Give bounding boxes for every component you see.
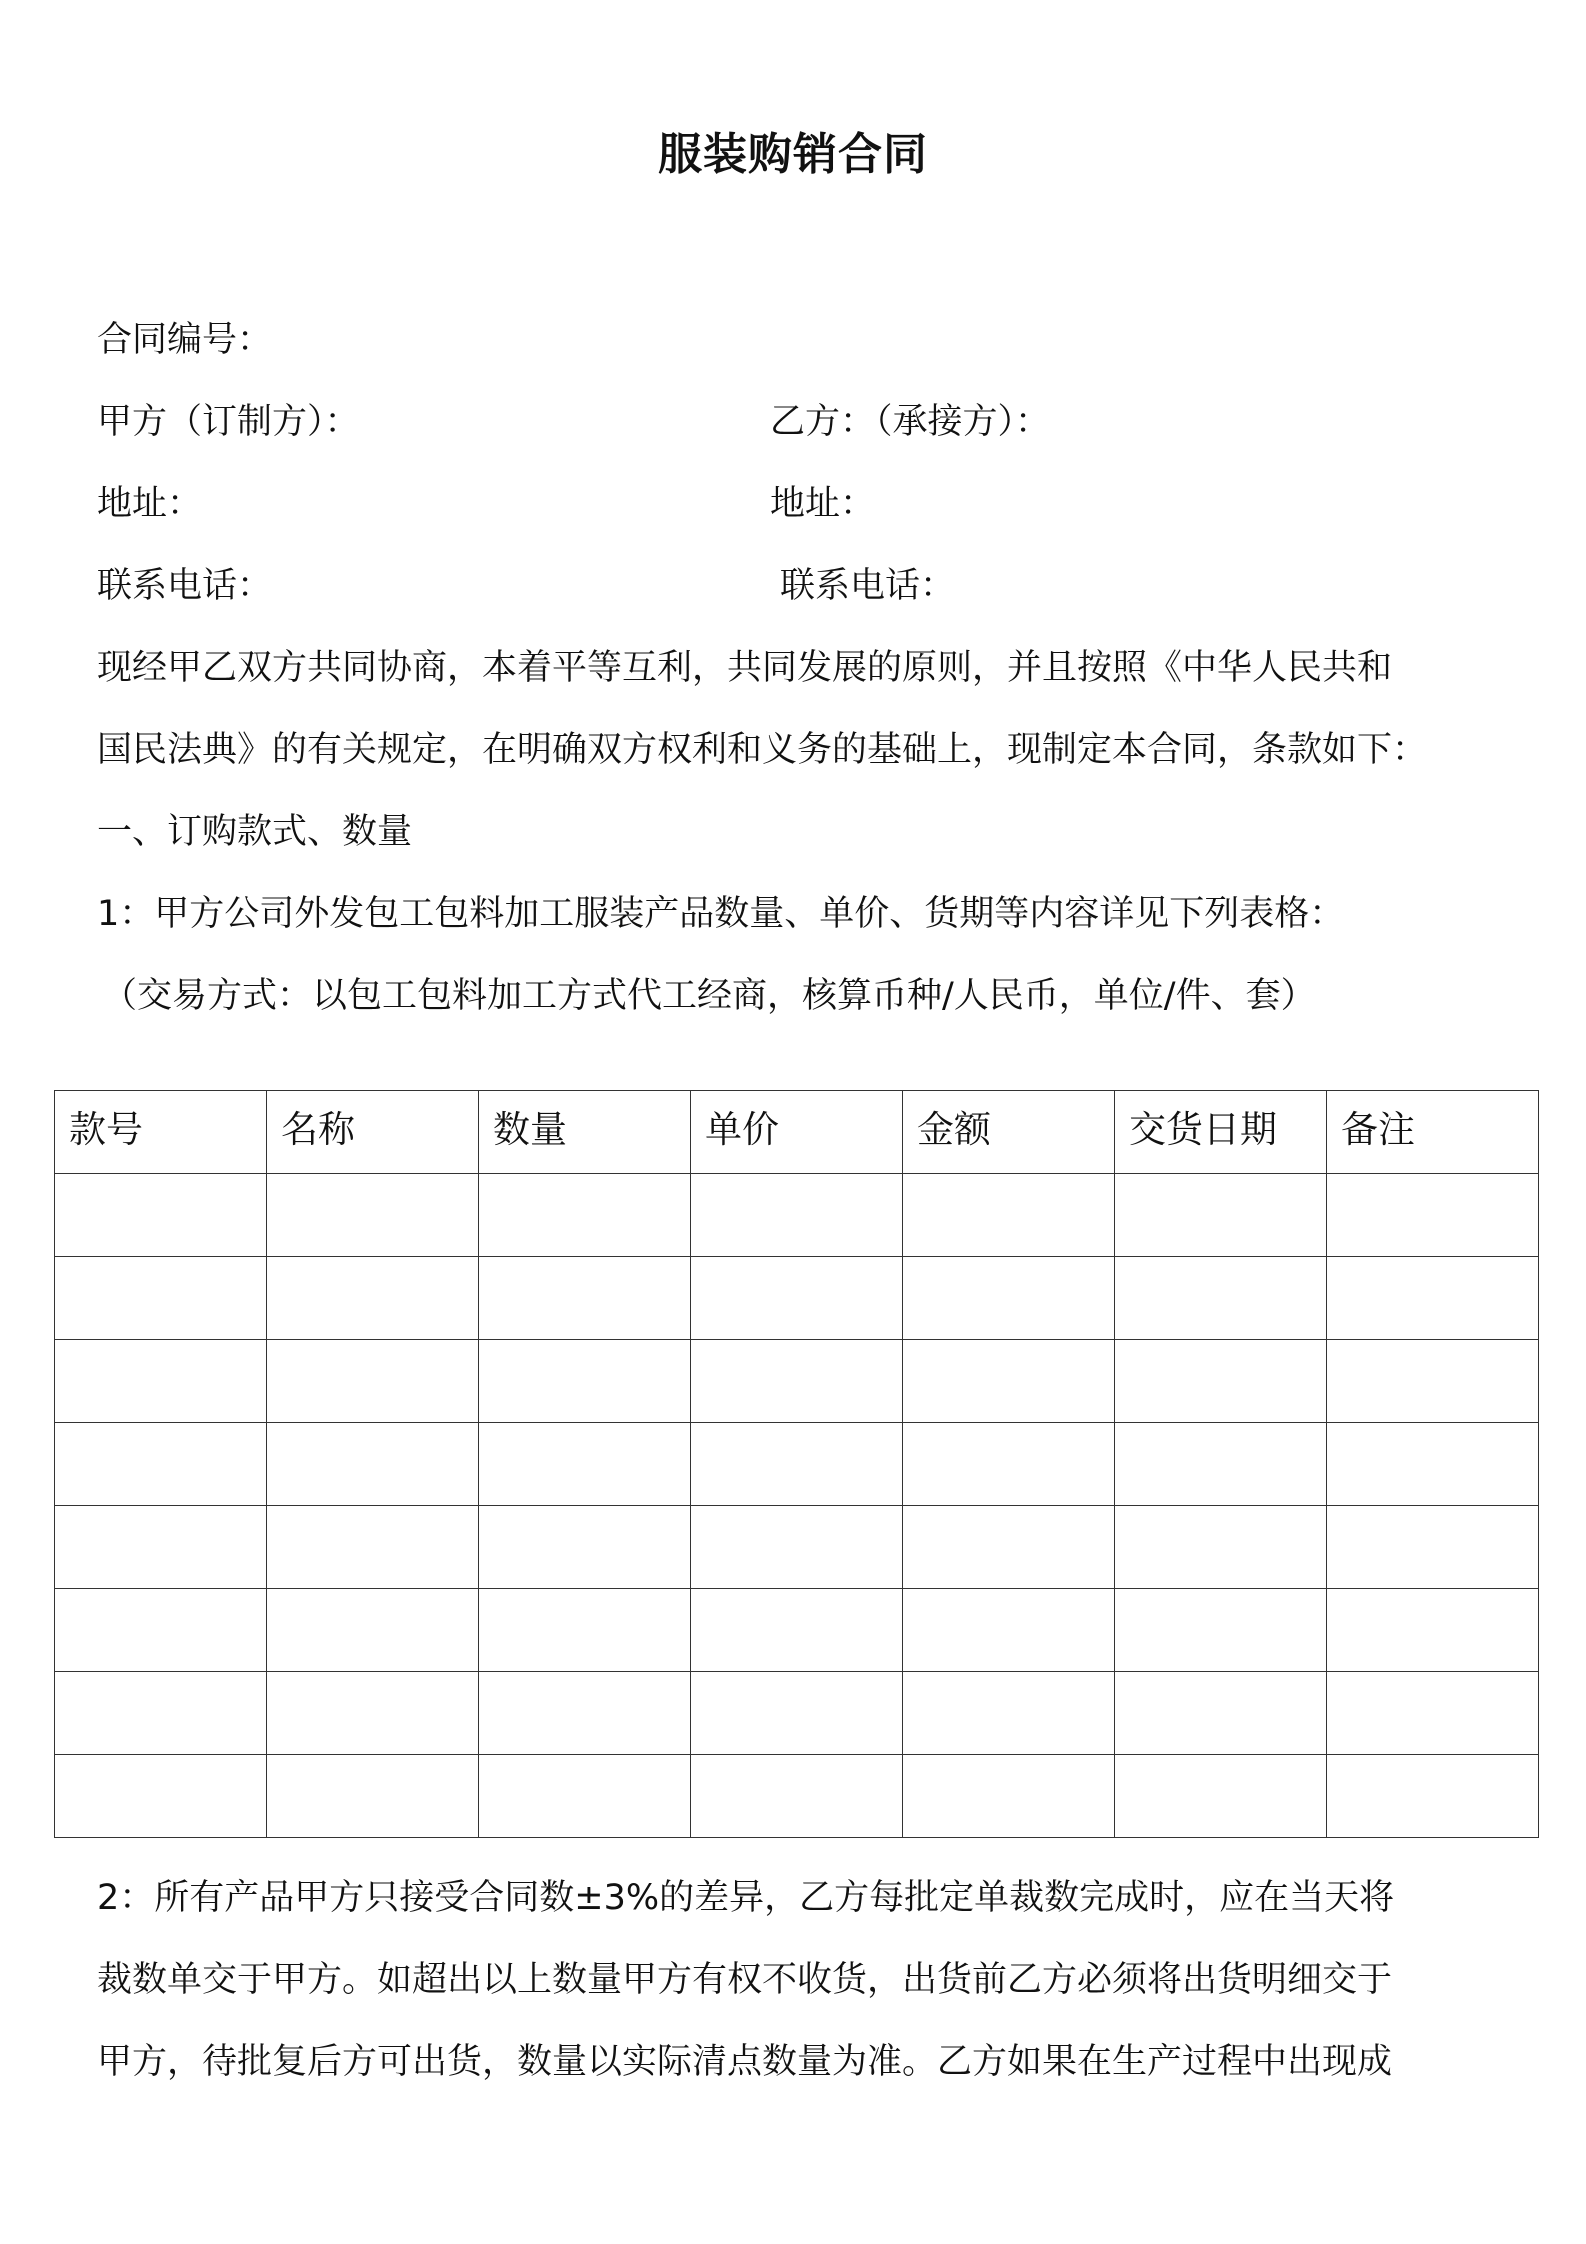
table-cell [267, 1506, 479, 1589]
item2-paragraph [97, 1876, 1497, 2122]
col-header-remarks: 备注 [1327, 1091, 1539, 1174]
table-header-row [55, 1091, 1539, 1174]
table-cell [903, 1257, 1115, 1340]
table-cell [479, 1257, 691, 1340]
item2-line: 裁数单交于甲方。如超出以上数量甲方有权不收货，出货前乙方必须将出货明细交于 [97, 1960, 1393, 2000]
table-cell [1115, 1257, 1327, 1340]
table-cell [691, 1423, 903, 1506]
table-cell [1327, 1755, 1539, 1838]
table-cell [1327, 1589, 1539, 1672]
table-cell [1115, 1672, 1327, 1755]
document-title: 服装购销合同 [658, 129, 928, 180]
table-cell [55, 1174, 267, 1257]
table-cell [903, 1423, 1115, 1506]
table-cell [691, 1340, 903, 1423]
table-cell [267, 1423, 479, 1506]
table-cell [55, 1672, 267, 1755]
table-cell [1115, 1755, 1327, 1838]
section1-item1: 1：甲方公司外发包工包料加工服装产品数量、单价、货期等内容详见下列表格： [97, 894, 1345, 934]
col-header-amount: 金额 [903, 1091, 1115, 1174]
table-cell [691, 1174, 903, 1257]
table-cell [267, 1672, 479, 1755]
table-cell [903, 1340, 1115, 1423]
table-cell [1115, 1423, 1327, 1506]
table-cell [479, 1340, 691, 1423]
table-cell [55, 1257, 267, 1340]
table-cell [691, 1755, 903, 1838]
table-cell [55, 1423, 267, 1506]
table-cell [903, 1672, 1115, 1755]
intro-line: 国民法典》的有关规定，在明确双方权利和义务的基础上，现制定本合同，条款如下： [97, 730, 1428, 770]
table-row [55, 1174, 1539, 1257]
col-header-delivery-date: 交货日期 [1115, 1091, 1327, 1174]
party-b-label: 乙方：（承接方）： [770, 402, 1051, 442]
item2-line: 甲方，待批复后方可出货，数量以实际清点数量为准。乙方如果在生产过程中出现成 [97, 2042, 1393, 2082]
party-a-label: 甲方（订制方）： [97, 402, 360, 442]
table-cell [55, 1506, 267, 1589]
order-table [54, 1090, 1539, 1838]
table-cell [903, 1174, 1115, 1257]
table-row [55, 1672, 1539, 1755]
table-cell [903, 1506, 1115, 1589]
table-cell [55, 1340, 267, 1423]
table-cell [479, 1755, 691, 1838]
table-cell [479, 1423, 691, 1506]
table-cell [479, 1174, 691, 1257]
col-header-unit-price: 单价 [691, 1091, 903, 1174]
table-cell [1115, 1589, 1327, 1672]
table-row [55, 1755, 1539, 1838]
table-cell [55, 1755, 267, 1838]
table-row [55, 1589, 1539, 1672]
table-cell [691, 1506, 903, 1589]
table-row [55, 1257, 1539, 1340]
table-cell [903, 1755, 1115, 1838]
intro-line: 现经甲乙双方共同协商，本着平等互利，共同发展的原则，并且按照《中华人民共和 [97, 648, 1393, 688]
transaction-note: （交易方式：以包工包料加工方式代工经商，核算币种/人民币，单位/件、套） [102, 976, 1316, 1016]
table-cell [479, 1589, 691, 1672]
table-cell [1115, 1340, 1327, 1423]
table-cell [1115, 1506, 1327, 1589]
table-cell [55, 1589, 267, 1672]
item2-line: 2：所有产品甲方只接受合同数±3%的差异，乙方每批定单裁数完成时，应在当天将 [97, 1878, 1395, 1918]
intro-paragraph [97, 646, 1497, 974]
table-cell [903, 1589, 1115, 1672]
table-cell [267, 1589, 479, 1672]
table-cell [691, 1257, 903, 1340]
section1-heading: 一、订购款式、数量 [97, 812, 413, 852]
col-header-name: 名称 [267, 1091, 479, 1174]
party-a-phone-label: 联系电话： [97, 566, 273, 606]
party-a-address-label: 地址： [97, 484, 203, 524]
table-cell [1327, 1340, 1539, 1423]
table-row [55, 1340, 1539, 1423]
table-body [55, 1174, 1539, 1838]
table-row [55, 1423, 1539, 1506]
col-header-style-no: 款号 [55, 1091, 267, 1174]
col-header-quantity: 数量 [479, 1091, 691, 1174]
table-cell [1327, 1174, 1539, 1257]
table-cell [479, 1672, 691, 1755]
table-cell [479, 1506, 691, 1589]
table-cell [1327, 1506, 1539, 1589]
contract-number-label: 合同编号： [97, 320, 273, 360]
party-b-phone-label: 联系电话： [780, 566, 956, 606]
table-cell [267, 1755, 479, 1838]
table-cell [1115, 1174, 1327, 1257]
party-b-address-label: 地址： [770, 484, 876, 524]
table-row [55, 1506, 1539, 1589]
table-cell [267, 1257, 479, 1340]
table-cell [1327, 1672, 1539, 1755]
table-cell [1327, 1257, 1539, 1340]
table-cell [267, 1174, 479, 1257]
table-cell [691, 1672, 903, 1755]
table-cell [1327, 1423, 1539, 1506]
table-cell [691, 1589, 903, 1672]
table-cell [267, 1340, 479, 1423]
